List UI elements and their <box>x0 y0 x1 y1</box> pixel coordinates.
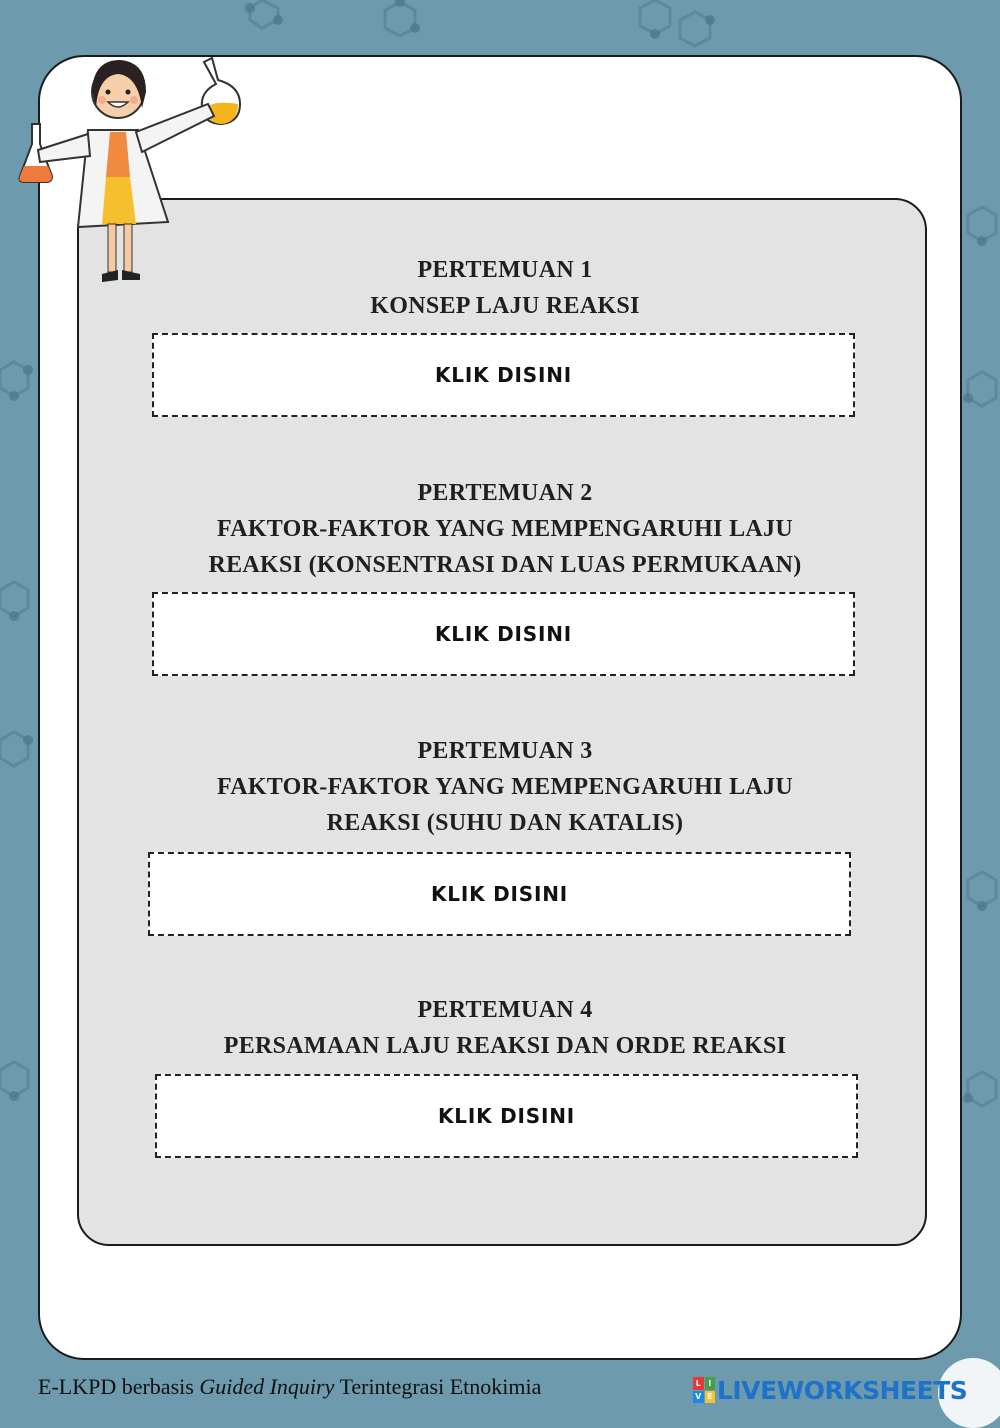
meeting-3-click-button[interactable] <box>148 852 851 936</box>
meeting-4-title <box>140 992 870 1064</box>
meeting-2-topic-line-2: REAKSI (KONSENTRASI DAN LUAS PERMUKAAN) <box>208 552 802 578</box>
logo-letter-e: E <box>705 1391 716 1404</box>
meeting-1-click-label: KLIK DISINI <box>434 363 572 387</box>
meeting-2-heading: PERTEMUAN 2 <box>417 480 593 506</box>
meeting-2-title <box>140 475 870 583</box>
meeting-1-title <box>140 252 870 324</box>
liveworksheets-logo[interactable] <box>693 1374 967 1406</box>
meeting-2-click-label: KLIK DISINI <box>434 622 572 646</box>
meeting-4-topic-line-1: PERSAMAAN LAJU REAKSI DAN ORDE REAKSI <box>223 1033 787 1059</box>
meeting-1-topic-line-1: KONSEP LAJU REAKSI <box>370 293 640 319</box>
meeting-3-click-label: KLIK DISINI <box>430 882 568 906</box>
meeting-4-heading: PERTEMUAN 4 <box>417 997 593 1023</box>
meeting-3-heading: PERTEMUAN 3 <box>417 738 593 764</box>
meeting-3-topic-line-2: REAKSI (SUHU DAN KATALIS) <box>326 810 684 836</box>
meeting-3-topic-line-1: FAKTOR-FAKTOR YANG MEMPENGARUHI LAJU <box>217 774 793 800</box>
meeting-3-title <box>140 733 870 841</box>
meeting-4-click-label: KLIK DISINI <box>437 1104 575 1128</box>
logo-letter-v: V <box>693 1391 704 1404</box>
brand-name: LIVEWORKSHEETS <box>717 1375 968 1405</box>
meeting-1-click-button[interactable] <box>152 333 855 417</box>
meeting-1-heading: PERTEMUAN 1 <box>417 257 593 283</box>
meeting-2-click-button[interactable] <box>152 592 855 676</box>
logo-letter-l: L <box>693 1377 704 1390</box>
liveworksheets-logo-icon <box>693 1377 715 1403</box>
meeting-4-click-button[interactable] <box>155 1074 858 1158</box>
footer-text-before: E-LKPD berbasis <box>38 1374 200 1399</box>
footer-text-after: Terintegrasi Etnokimia <box>334 1374 542 1399</box>
meeting-2-topic-line-1: FAKTOR-FAKTOR YANG MEMPENGARUHI LAJU <box>217 516 793 542</box>
logo-letter-i: I <box>705 1377 716 1390</box>
footer-caption <box>38 1374 541 1400</box>
footer-text-italic: Guided Inquiry <box>199 1374 335 1399</box>
